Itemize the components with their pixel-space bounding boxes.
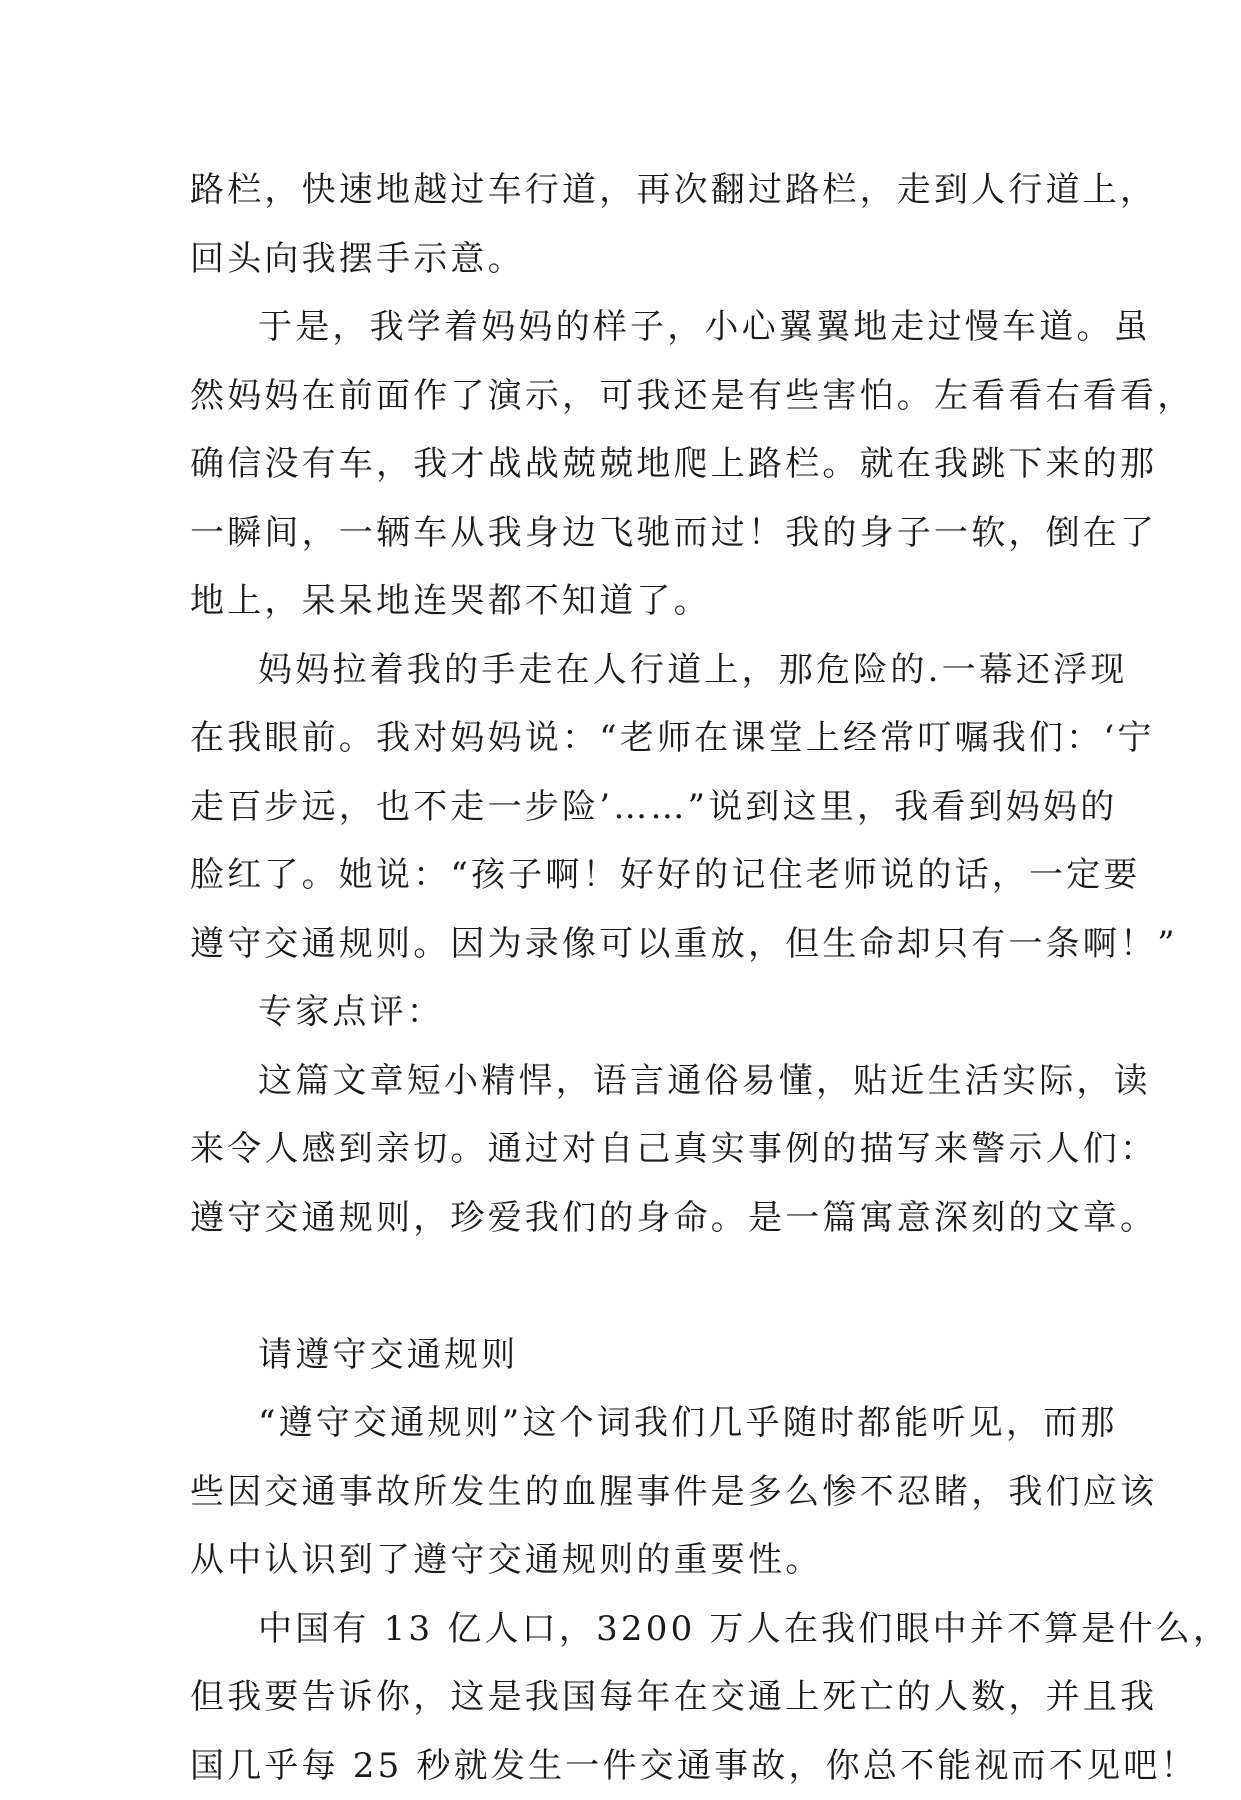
text-line: 国几乎每 25 秒就发生一件交通事故，你总不能视而不见吧！	[190, 1732, 1070, 1800]
text-line: 从中认识到了遵守交通规则的重要性。	[190, 1526, 1070, 1595]
text-line: 但我要告诉你，这是我国每年在交通上死亡的人数，并且我	[190, 1663, 1070, 1732]
text-line: 然妈妈在前面作了演示，可我还是有些害怕。左看看右看看，	[190, 362, 1070, 431]
paragraph-start: 于是，我学着妈妈的样子，小心翼翼地走过慢车道。虽	[190, 293, 1070, 362]
text-line: 遵守交通规则。因为录像可以重放，但生命却只有一条啊！”	[190, 910, 1070, 979]
essay-title: 请遵守交通规则	[190, 1321, 1070, 1390]
text-line: 回头向我摆手示意。	[190, 225, 1070, 294]
text-line: 些因交通事故所发生的血腥事件是多么惨不忍睹，我们应该	[190, 1458, 1070, 1527]
text-line: 一瞬间，一辆车从我身边飞驰而过！我的身子一软，倒在了	[190, 499, 1070, 568]
paragraph-start: 中国有 13 亿人口，3200 万人在我们眼中并不算是什么，	[190, 1595, 1070, 1664]
text-line: 来令人感到亲切。通过对自己真实事例的描写来警示人们：	[190, 1115, 1070, 1184]
paragraph-start: 妈妈拉着我的手走在人行道上，那危险的.一幕还浮现	[190, 636, 1070, 705]
review-heading: 专家点评：	[190, 978, 1070, 1047]
text-line: 确信没有车，我才战战兢兢地爬上路栏。就在我跳下来的那	[190, 430, 1070, 499]
text-line: 地上，呆呆地连哭都不知道了。	[190, 567, 1070, 636]
paragraph-start: 这篇文章短小精悍，语言通俗易懂，贴近生活实际，读	[190, 1047, 1070, 1116]
text-line: 走百步远，也不走一步险’……”说到这里，我看到妈妈的	[190, 773, 1070, 842]
text-line: 遵守交通规则，珍爱我们的身命。是一篇寓意深刻的文章。	[190, 1184, 1070, 1253]
paragraph-start: “遵守交通规则”这个词我们几乎随时都能听见，而那	[190, 1389, 1070, 1458]
text-line: 在我眼前。我对妈妈说：“老师在课堂上经常叮嘱我们：‘宁	[190, 704, 1070, 773]
text-line: 路栏，快速地越过车行道，再次翻过路栏，走到人行道上，	[190, 156, 1070, 225]
blank-line	[190, 1252, 1070, 1321]
article-text	[190, 156, 1070, 1800]
text-line: 脸红了。她说：“孩子啊！好好的记住老师说的话，一定要	[190, 841, 1070, 910]
